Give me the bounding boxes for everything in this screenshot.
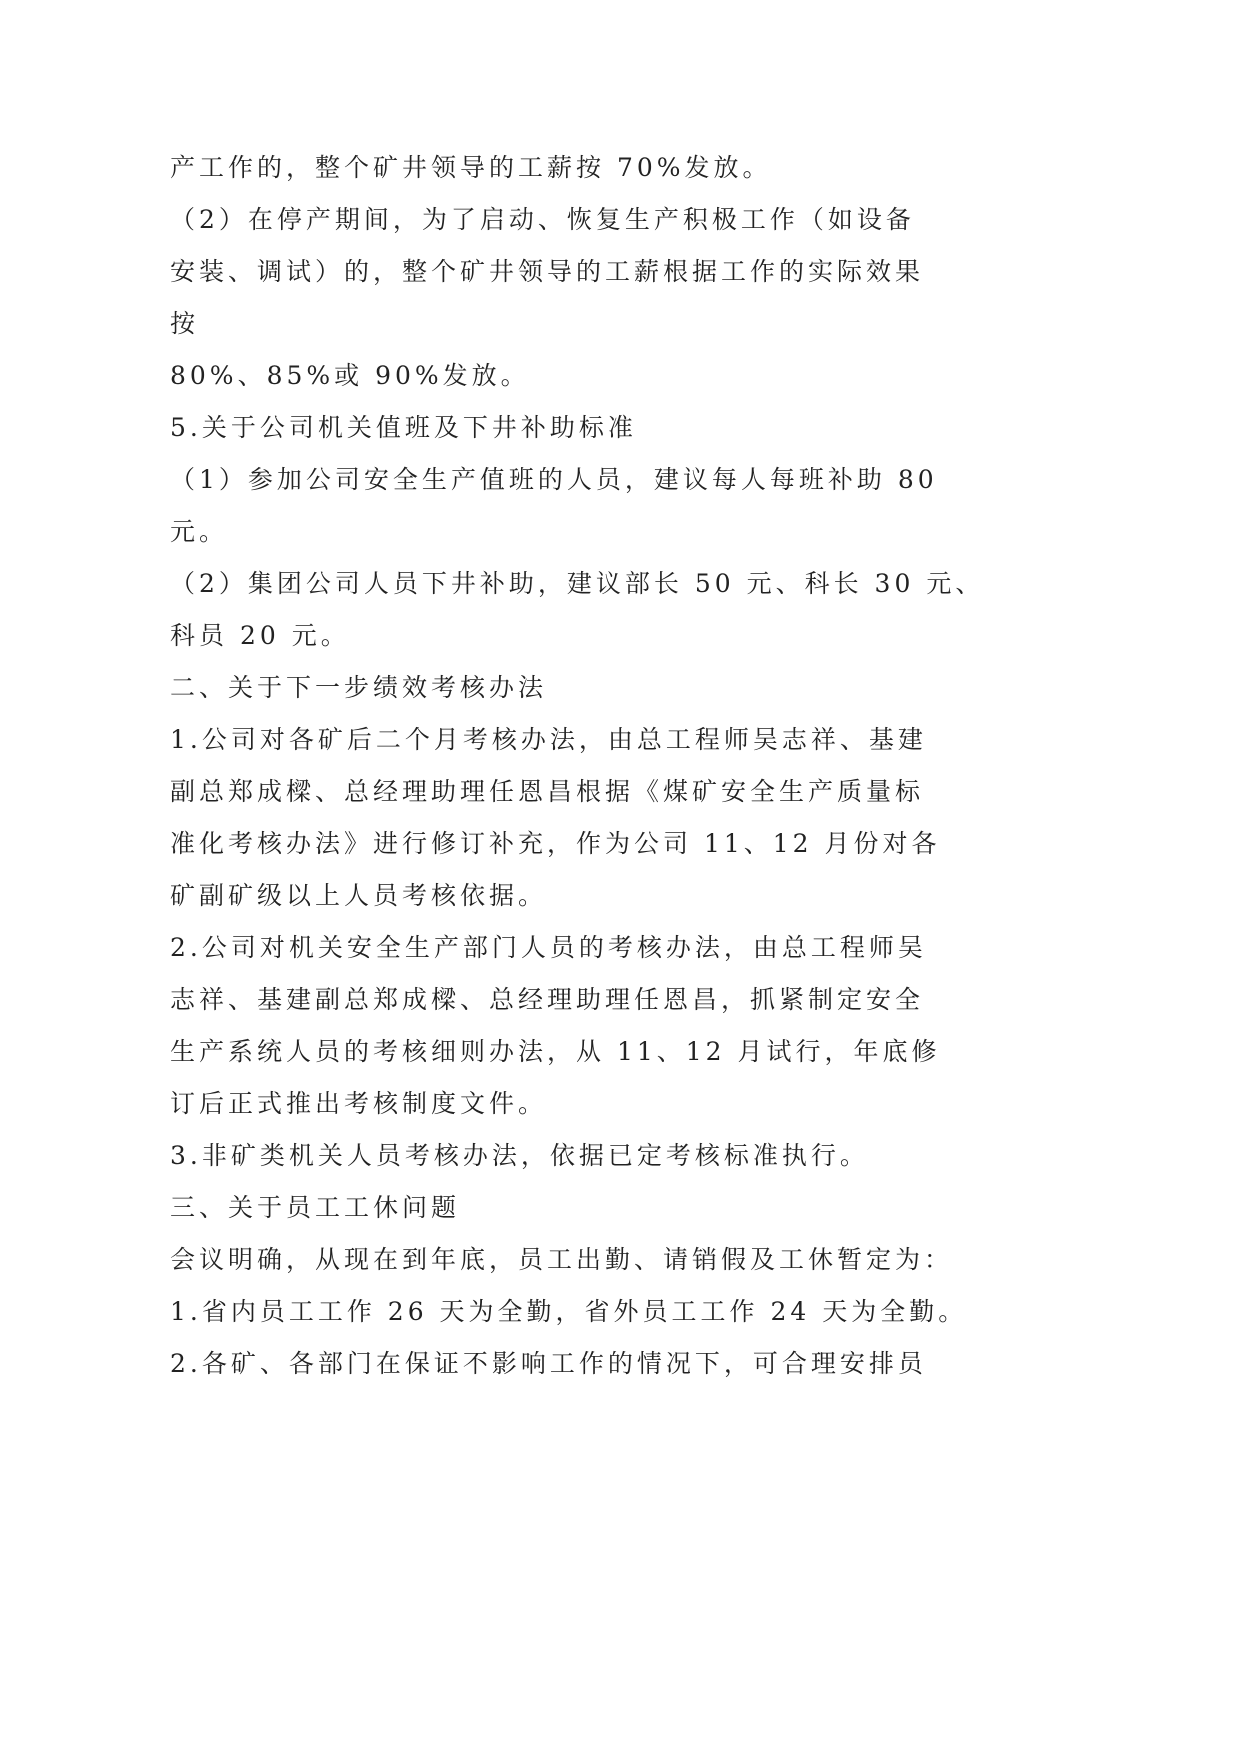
paragraph-line: 准化考核办法》进行修订补充，作为公司 11、12 月份对各 [170, 829, 941, 858]
paragraph-line: 产工作的，整个矿井领导的工薪按 70%发放。 [170, 153, 772, 182]
paragraph-line: 元。 [170, 517, 229, 546]
paragraph-line: 会议明确，从现在到年底，员工出勤、请销假及工休暂定为： [170, 1245, 954, 1274]
paragraph-line: 80%、85%或 90%发放。 [170, 361, 530, 390]
paragraph-line: 科员 20 元。 [170, 621, 350, 650]
paragraph-line: 3.非矿类机关人员考核办法，依据已定考核标准执行。 [170, 1141, 869, 1170]
paragraph-line: 1.省内员工工作 26 天为全勤，省外员工工作 24 天为全勤。 [170, 1297, 968, 1326]
document-body [170, 142, 1170, 1390]
section-heading-line: 三、关于员工工休问题 [170, 1193, 461, 1222]
paragraph-line: 副总郑成樑、总经理助理任恩昌根据《煤矿安全生产质量标 [170, 777, 925, 806]
paragraph-line: 1.公司对各矿后二个月考核办法，由总工程师吴志祥、基建 [170, 725, 927, 754]
paragraph-line: 2.各矿、各部门在保证不影响工作的情况下，可合理安排员 [170, 1349, 927, 1378]
section-heading-line: 二、关于下一步绩效考核办法 [170, 673, 548, 702]
paragraph-line: 2.公司对机关安全生产部门人员的考核办法，由总工程师吴 [170, 933, 927, 962]
paragraph-line: （2）在停产期间，为了启动、恢复生产积极工作（如设备 [170, 205, 915, 234]
section-heading-line: 5.关于公司机关值班及下井补助标准 [170, 413, 637, 442]
paragraph-line: 志祥、基建副总郑成樑、总经理助理任恩昌，抓紧制定安全 [170, 985, 925, 1014]
paragraph-line: （1）参加公司安全生产值班的人员，建议每人每班补助 80 [170, 465, 938, 494]
paragraph-line: 安装、调试）的，整个矿井领导的工薪根据工作的实际效果 [170, 257, 925, 286]
paragraph-line: （2）集团公司人员下井补助，建议部长 50 元、科长 30 元、 [170, 569, 985, 598]
paragraph-line: 按 [170, 309, 200, 338]
paragraph-line: 矿副矿级以上人员考核依据。 [170, 881, 548, 910]
paragraph-line: 生产系统人员的考核细则办法，从 11、12 月试行，年底修 [170, 1037, 941, 1066]
paragraph-line: 订后正式推出考核制度文件。 [170, 1089, 548, 1118]
